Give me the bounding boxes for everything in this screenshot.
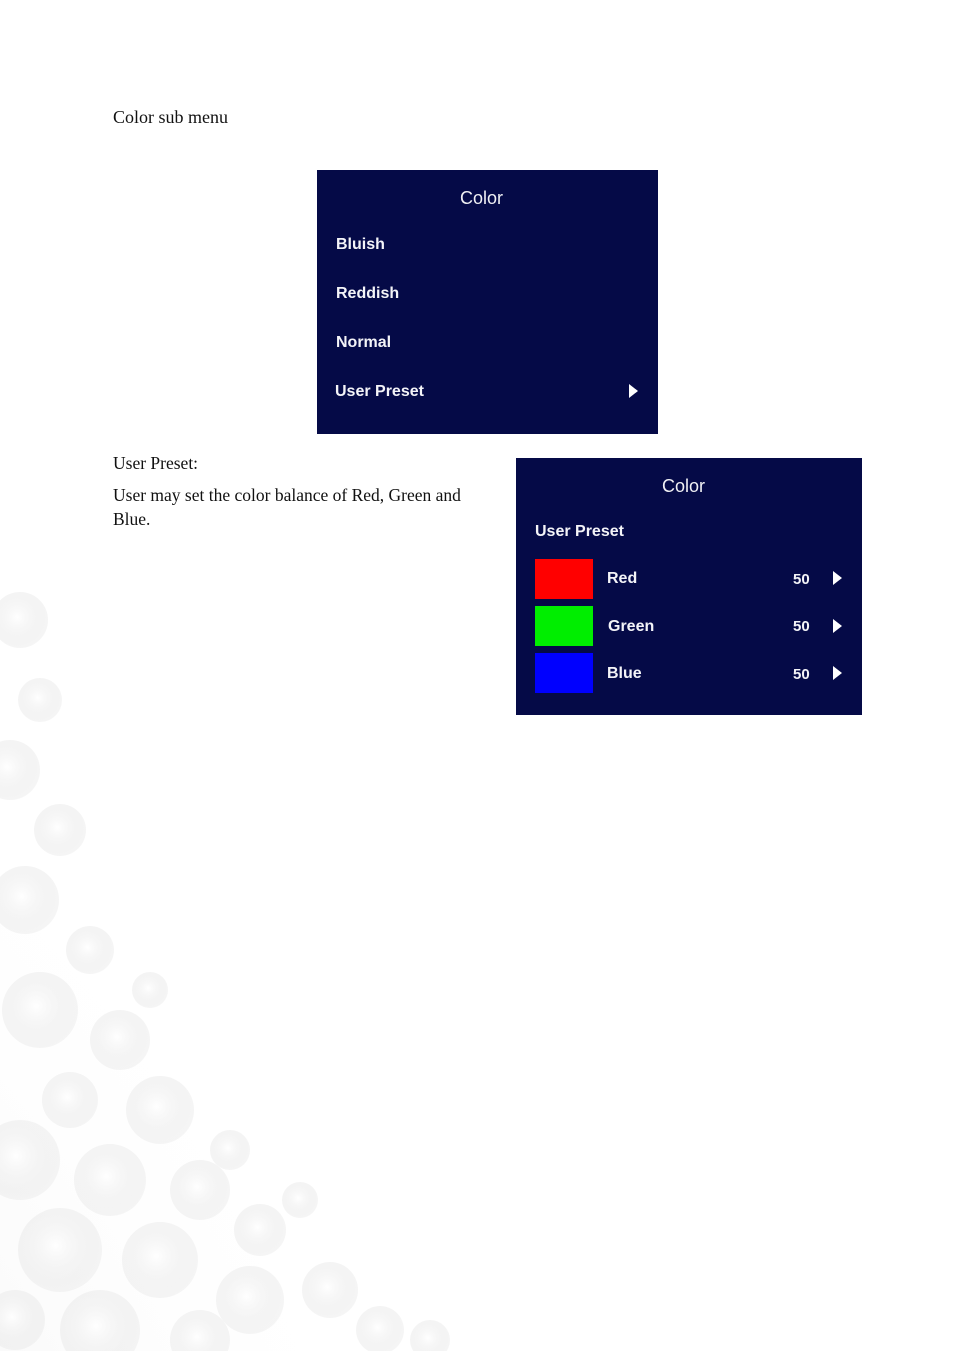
green-swatch <box>535 606 593 646</box>
user-preset-label: User Preset: <box>113 453 199 473</box>
user-preset-osd-menu <box>516 458 862 715</box>
channel-value-blue: 50 <box>793 666 810 683</box>
user-preset-description: User may set the color balance of Red, Green and Blue. <box>113 485 461 529</box>
red-swatch <box>535 559 593 599</box>
menu-item-user-preset[interactable]: User Preset <box>335 383 424 400</box>
chevron-right-icon[interactable] <box>833 619 842 633</box>
chevron-right-icon[interactable] <box>833 666 842 680</box>
menu-item-normal[interactable]: Normal <box>336 334 392 351</box>
channel-label-blue[interactable]: Blue <box>607 665 642 682</box>
channel-label-red[interactable]: Red <box>607 570 638 587</box>
menu-item-reddish[interactable]: Reddish <box>336 285 400 302</box>
osd-title: Color <box>662 476 706 496</box>
section-heading: Color sub menu <box>113 107 228 127</box>
channel-value-green: 50 <box>793 618 810 635</box>
chevron-right-icon <box>629 384 638 398</box>
channel-label-green[interactable]: Green <box>608 618 655 635</box>
color-osd-menu <box>317 170 658 434</box>
chevron-right-icon[interactable] <box>833 571 842 585</box>
menu-item-bluish[interactable]: Bluish <box>336 236 385 253</box>
blue-swatch <box>535 653 593 693</box>
osd-title: Color <box>460 188 504 208</box>
osd-subtitle: User Preset <box>535 523 624 540</box>
channel-value-red: 50 <box>793 571 810 588</box>
